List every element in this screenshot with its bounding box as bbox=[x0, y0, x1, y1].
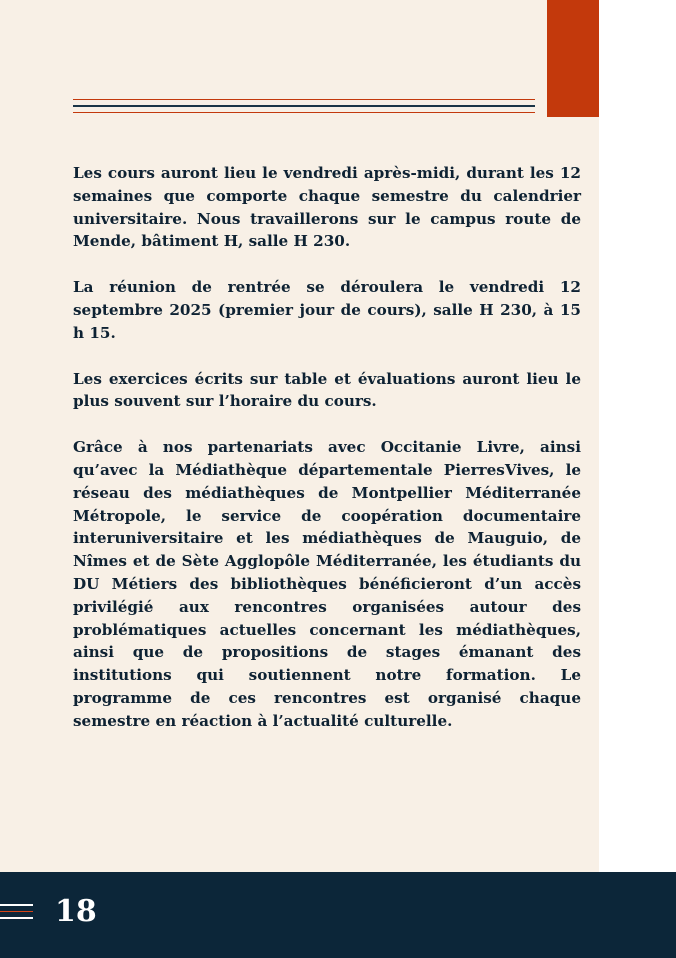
footer-rule-white-bottom bbox=[0, 917, 33, 919]
footer-rules bbox=[0, 904, 33, 924]
paragraph-orientation-meeting: La réunion de rentrée se déroulera le vendredi 12 septembre 2025 (premier jour de cours), salle H 230, à 15 h 15. bbox=[73, 278, 581, 342]
right-margin-strip bbox=[599, 0, 676, 872]
corner-tab-decoration bbox=[547, 0, 599, 117]
paragraph-course-schedule: Les cours auront lieu le vendredi après-midi, durant les 12 semaines que comporte chaque semestre du calendrier universitaire. Nous travaillerons sur le campus route de Mende, bâtiment H, salle H 230. bbox=[73, 164, 581, 251]
header-rule-red-top bbox=[73, 99, 535, 100]
body-text bbox=[73, 162, 581, 756]
header-rules bbox=[73, 99, 535, 118]
footer-rule-red bbox=[0, 911, 33, 913]
paragraph-partnerships: Grâce à nos partenariats avec Occitanie Livre, ainsi qu’avec la Médiathèque départementale PierresVives, le réseau des médiathèques de Montpellier Méditerranée Métropole, le service de coopération documentaire interuniversitaire et les médiathèques de Mauguio, de Nîmes et de Sète Agglopôle Méditerranée, les étudiants du DU Métiers des bibliothèques bénéficieront d’un accès privilégié aux rencontres organisées autour des problématiques actuelles concernant les médiathèques, ainsi que de propositions de stages émanant des institutions qui soutiennent notre formation. Le programme de ces rencontres est organisé chaque semestre en réaction à l’actualité culturelle. bbox=[73, 438, 581, 730]
footer-band bbox=[0, 872, 676, 958]
header-rule-red-bottom bbox=[73, 112, 535, 113]
footer-rule-white-top bbox=[0, 904, 33, 906]
header-rule-navy bbox=[73, 105, 535, 106]
page-number: 18 bbox=[55, 894, 97, 929]
paragraph-exams: Les exercices écrits sur table et évaluations auront lieu le plus souvent sur l’horaire du cours. bbox=[73, 369, 581, 411]
